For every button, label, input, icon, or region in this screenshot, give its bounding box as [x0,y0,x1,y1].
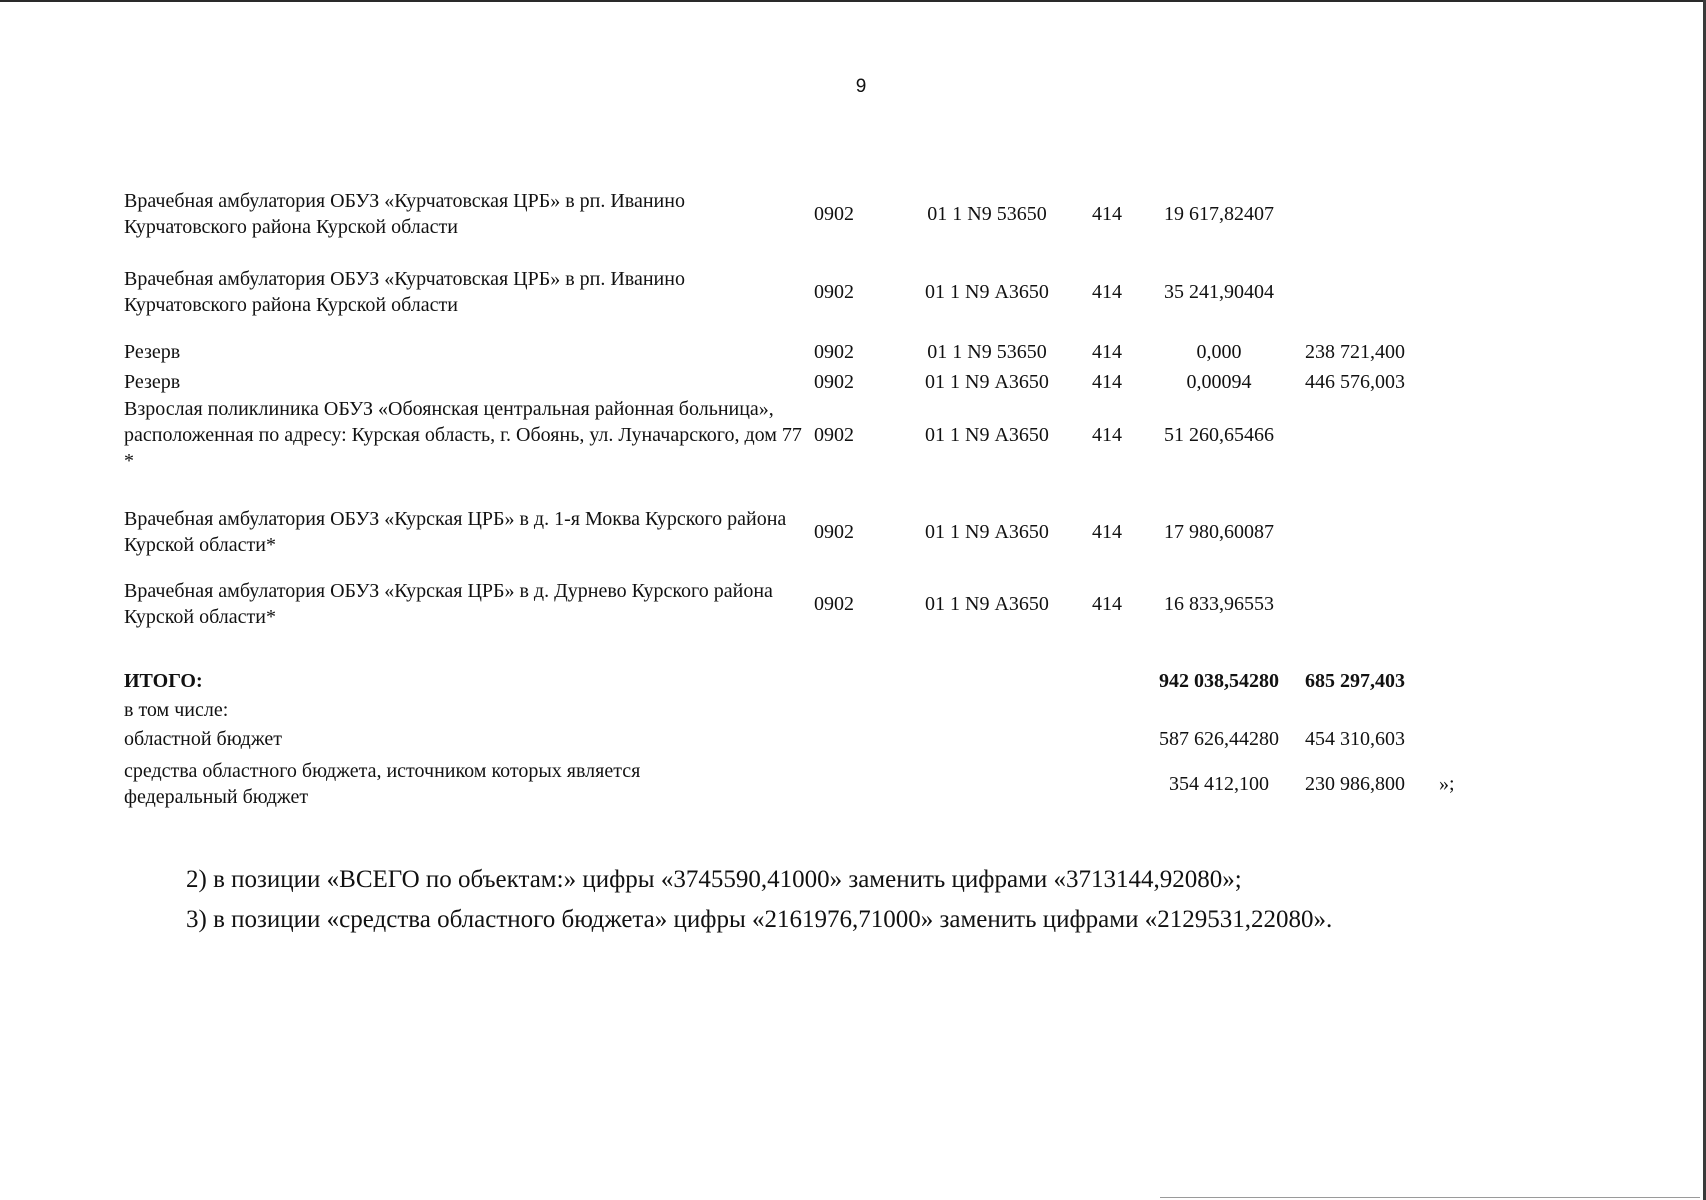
table-row [124,576,1479,632]
expense-type: 414 [1092,341,1122,363]
amount-year-1: 35 241,90404 [1164,281,1274,303]
total-label: ИТОГО: [124,670,203,692]
target-code: 01 1 N9 А3650 [925,371,1049,393]
amount-year-1: 0,000 [1196,341,1242,363]
target-code: 01 1 N9 А3650 [925,593,1049,615]
regional-amount-year-1: 587 626,44280 [1159,728,1279,750]
object-name: Врачебная амбулатория ОБУЗ «Курская ЦРБ» в д. 1-я Моква Курского района Курской области* [124,508,787,556]
object-name: Резерв [124,371,181,393]
amendments-list [186,860,1332,940]
target-code: 01 1 N9 53650 [927,203,1047,225]
scan-edge-top [0,0,1706,2]
object-name: Врачебная амбулатория ОБУЗ «Курчатовская ЦРБ» в рп. Иванино Курчатовского района Курской области [124,268,685,316]
federal-amount-year-2: 230 986,800 [1305,773,1405,795]
amount-year-2: 238 721,400 [1305,341,1405,363]
amount-year-2: 446 576,003 [1305,371,1405,393]
table-row [124,396,1479,474]
section-code: 0902 [814,521,854,543]
target-code: 01 1 N9 А3650 [925,281,1049,303]
expense-type: 414 [1092,203,1122,225]
table-row [124,186,1479,242]
expense-type: 414 [1092,281,1122,303]
regional-budget-label: областной бюджет [124,728,283,750]
section-code: 0902 [814,203,854,225]
total-amount-year-1: 942 038,54280 [1159,670,1279,692]
total-row [124,666,1479,696]
closing-quote: »; [1439,773,1455,795]
section-code: 0902 [814,371,854,393]
federal-budget-row [124,756,1479,812]
target-code: 01 1 N9 53650 [927,341,1047,363]
regional-amount-year-2: 454 310,603 [1305,728,1405,750]
object-name: Взрослая поликлиника ОБУЗ «Обоянская центральная районная больница», расположенная по адресу: Курская область, г. Обоянь, ул. Луначарского, дом 77 * [124,398,802,472]
total-amount-year-2: 685 297,403 [1305,670,1405,692]
page-number: 9 [855,76,867,97]
expense-type: 414 [1092,521,1122,543]
table-row [124,338,1479,366]
amount-year-1: 16 833,96553 [1164,593,1274,615]
scan-edge-bottom [1160,1197,1700,1198]
regional-budget-row [124,724,1479,754]
object-name: Резерв [124,341,181,363]
budget-table [124,186,1479,812]
section-code: 0902 [814,593,854,615]
including-label: в том числе: [124,699,229,721]
amount-year-1: 0,00094 [1186,371,1252,393]
target-code: 01 1 N9 А3650 [925,521,1049,543]
federal-amount-year-1: 354 412,100 [1169,773,1269,795]
section-code: 0902 [814,281,854,303]
amendment-item: 3) в позиции «средства областного бюджета» цифры «2161976,71000» заменить цифрами «2129531,22080». [186,906,1333,933]
table-row [124,368,1479,396]
target-code: 01 1 N9 А3650 [925,424,1049,446]
object-name: Врачебная амбулатория ОБУЗ «Курская ЦРБ» в д. Дурнево Курского района Курской области* [124,580,773,628]
table-row [124,504,1479,560]
expense-type: 414 [1092,593,1122,615]
section-code: 0902 [814,341,854,363]
including-row [124,696,1479,724]
table-row [124,264,1479,320]
amount-year-1: 19 617,82407 [1164,203,1274,225]
amount-year-1: 17 980,60087 [1164,521,1274,543]
federal-budget-label: средства областного бюджета, источником которых является федеральный бюджет [124,760,641,808]
section-code: 0902 [814,424,854,446]
object-name: Врачебная амбулатория ОБУЗ «Курчатовская ЦРБ» в рп. Иванино Курчатовского района Курской области [124,190,685,238]
amendment-item: 2) в позиции «ВСЕГО по объектам:» цифры «3745590,41000» заменить цифрами «3713144,92080»; [186,866,1242,893]
expense-type: 414 [1092,371,1122,393]
expense-type: 414 [1092,424,1122,446]
amount-year-1: 51 260,65466 [1164,424,1274,446]
